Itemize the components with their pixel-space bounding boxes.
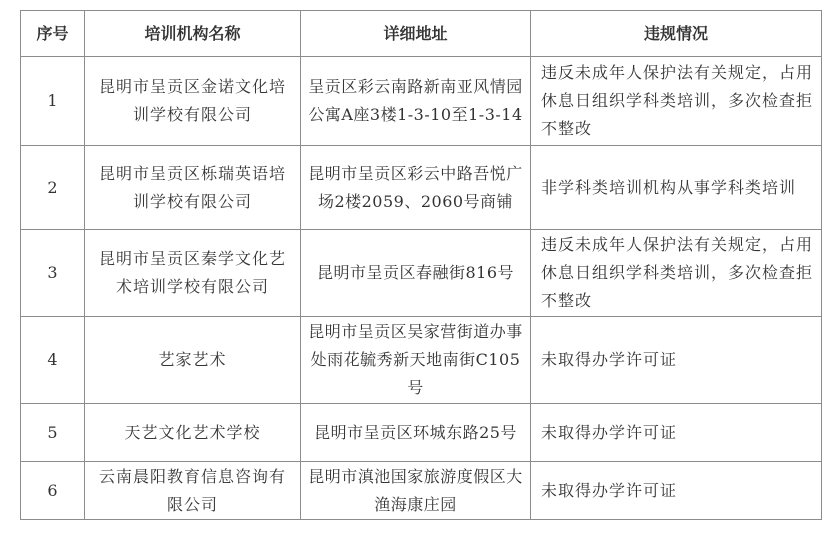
institution-name: 昆明市呈贡区秦学文化艺术培训学校有限公司 (85, 230, 301, 317)
row-index: 5 (21, 404, 85, 462)
institution-address: 昆明市呈贡区吴家营街道办事处雨花毓秀新天地南街C105号 (301, 317, 531, 404)
institution-address: 呈贡区彩云南路新南亚风情园公寓A座3楼1-3-10至1-3-14 (301, 57, 531, 146)
institution-address: 昆明市呈贡区彩云中路吾悦广场2楼2059、2060号商铺 (301, 146, 531, 230)
institution-name: 云南晨阳教育信息咨询有限公司 (85, 462, 301, 520)
institution-address: 昆明市呈贡区环城东路25号 (301, 404, 531, 462)
row-index: 1 (21, 57, 85, 146)
institution-name: 昆明市呈贡区金诺文化培训学校有限公司 (85, 57, 301, 146)
header-institution-name: 培训机构名称 (85, 11, 301, 57)
table-row (21, 404, 822, 462)
institution-name: 天艺文化艺术学校 (85, 404, 301, 462)
table-row (21, 146, 822, 230)
violation-text: 未取得办学许可证 (531, 404, 822, 462)
violation-text: 违反未成年人保护法有关规定，占用休息日组织学科类培训，多次检查拒不整改 (531, 57, 822, 146)
institution-name: 昆明市呈贡区栎瑞英语培训学校有限公司 (85, 146, 301, 230)
header-address: 详细地址 (301, 11, 531, 57)
institution-address: 昆明市滇池国家旅游度假区大渔海康庄园 (301, 462, 531, 520)
violation-text: 未取得办学许可证 (531, 462, 822, 520)
row-index: 4 (21, 317, 85, 404)
institution-name: 艺家艺术 (85, 317, 301, 404)
table-row (21, 57, 822, 146)
violation-text: 未取得办学许可证 (531, 317, 822, 404)
table-header-row (21, 11, 822, 57)
table-row (21, 462, 822, 520)
table-row (21, 230, 822, 317)
violation-text: 违反未成年人保护法有关规定，占用休息日组织学科类培训，多次检查拒不整改 (531, 230, 822, 317)
violations-table (20, 10, 822, 520)
row-index: 3 (21, 230, 85, 317)
header-index: 序号 (21, 11, 85, 57)
violation-text: 非学科类培训机构从事学科类培训 (531, 146, 822, 230)
header-violation: 违规情况 (531, 11, 822, 57)
row-index: 6 (21, 462, 85, 520)
table-row (21, 317, 822, 404)
institution-address: 昆明市呈贡区春融街816号 (301, 230, 531, 317)
row-index: 2 (21, 146, 85, 230)
